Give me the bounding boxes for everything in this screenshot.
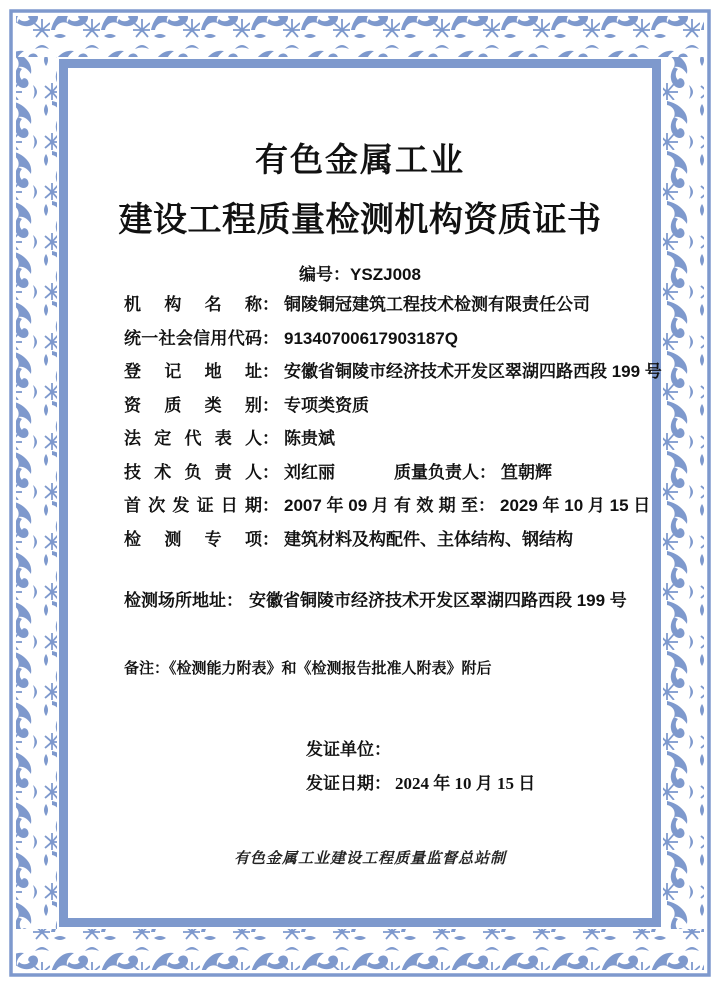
row-credit-code	[124, 322, 644, 356]
row-site-address	[124, 586, 627, 611]
colon: ：	[262, 429, 279, 448]
field-value: 建筑材料及构配件、主体结构、钢结构	[284, 529, 573, 549]
colon: ：	[478, 496, 495, 515]
field-value: 专项类资质	[284, 395, 369, 415]
field-value: 陈贵斌	[284, 429, 335, 448]
serial-value: YSZJ008	[350, 265, 421, 284]
certificate-title-line1: 有色金属工业	[255, 141, 465, 178]
certificate-title-line2: 建设工程质量检测机构资质证书	[118, 201, 602, 239]
field-label: 检测专项	[124, 529, 262, 549]
field-value: 安徽省铜陵市经济技术开发区翠湖四路西段 199 号	[284, 362, 662, 381]
colon: ：	[262, 496, 279, 515]
field-value: 铜陵铜冠建筑工程技术检测有限责任公司	[284, 295, 590, 314]
field-label: 首次发证日期	[124, 496, 262, 515]
field-label: 机构名称	[124, 295, 262, 314]
field-label: 资质类别	[124, 395, 262, 415]
certificate-fields	[124, 288, 662, 556]
field-label: 统一社会信用代码	[124, 328, 262, 348]
row-reg-address	[124, 355, 662, 389]
serial-label: 编号：	[299, 265, 351, 284]
colon: ：	[262, 462, 279, 482]
colon: ：	[262, 328, 279, 348]
issue-date-line	[306, 769, 535, 794]
colon: ：	[262, 395, 279, 415]
field-label: 有效期至	[394, 496, 478, 515]
certificate-serial	[0, 260, 720, 285]
field-value: 安徽省铜陵市经济技术开发区翠湖四路西段 199 号	[249, 591, 627, 610]
row-org-name	[124, 288, 644, 322]
field-label: 发证日期：	[306, 774, 391, 793]
row-quality-lead	[394, 456, 552, 490]
issuing-office-imprint: 有色金属工业建设工程质量监督总站制	[233, 851, 506, 867]
field-value: 2024 年 10 月 15 日	[395, 774, 536, 793]
row-valid-until	[394, 489, 650, 523]
field-value: 91340700617903187Q	[284, 328, 458, 348]
row-legal-representative	[124, 422, 644, 456]
field-label: 法定代表人	[124, 429, 262, 448]
remark-line: 备注：《检测能力附表》和《检测报告批准人附表》附后	[124, 660, 492, 677]
colon: ：	[479, 462, 496, 482]
field-value: 2029 年 10 月 15 日	[500, 496, 651, 515]
row-tech-lead	[124, 456, 644, 490]
field-label: 技术负责人	[124, 462, 262, 482]
row-first-issue-date	[124, 489, 651, 523]
field-label: 登记地址	[124, 362, 262, 381]
row-inspection-items	[124, 523, 644, 557]
colon: ：	[226, 591, 243, 610]
field-label: 发证单位：	[306, 740, 391, 759]
field-value: 笪朝辉	[501, 462, 552, 482]
field-label: 质量负责人	[394, 462, 479, 482]
colon: ：	[262, 295, 279, 314]
field-value: 刘红丽	[284, 462, 335, 482]
colon: ：	[262, 529, 279, 549]
issuing-authority-line	[306, 735, 391, 760]
field-label: 检测场所地址	[124, 591, 226, 610]
row-qualification-category	[124, 389, 644, 423]
field-value: 2007 年 09 月	[284, 496, 389, 515]
colon: ：	[262, 362, 279, 381]
